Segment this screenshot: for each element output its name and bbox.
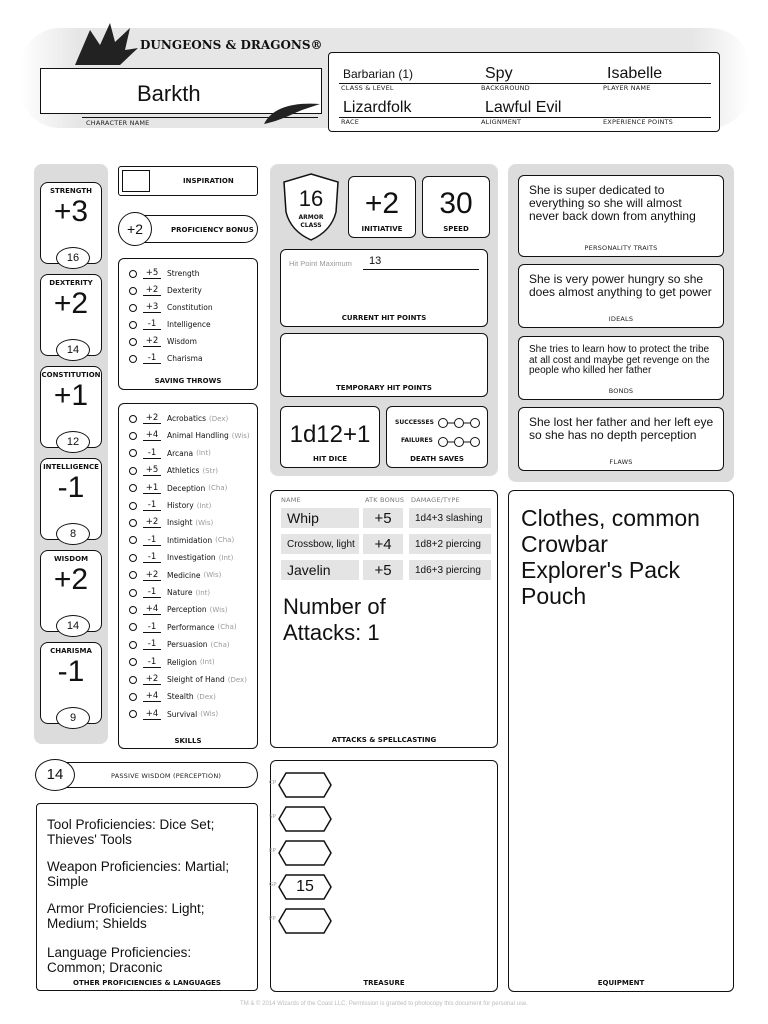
ability-name: DEXTERITY	[49, 279, 93, 287]
save-name: Dexterity	[167, 286, 202, 295]
hp-max-label: Hit Point Maximum	[289, 259, 352, 268]
initiative-label: INITIATIVE	[361, 225, 403, 233]
attack-bonus[interactable]: +4	[363, 534, 403, 554]
armor-class-shield	[280, 172, 342, 242]
proficiency-circle-icon[interactable]	[129, 606, 137, 614]
skill-modifier: +2	[143, 517, 161, 528]
ideals-label: IDEALS	[608, 315, 634, 323]
skill-modifier: +2	[143, 413, 161, 424]
attack-name[interactable]: Crossbow, light	[281, 534, 359, 554]
skill-row[interactable]	[129, 462, 218, 479]
proficiencies-label: OTHER PROFICIENCIES & LANGUAGES	[73, 979, 221, 987]
skill-ability: (Wis)	[209, 605, 228, 614]
save-modifier: -1	[143, 319, 161, 330]
skill-modifier: -1	[143, 657, 161, 668]
skill-modifier: +5	[143, 465, 161, 476]
coin-gp	[269, 874, 332, 900]
proficiency-circle-icon[interactable]	[129, 623, 137, 631]
ability-modifier[interactable]: -1	[57, 655, 85, 688]
bonds-label: BONDS	[608, 387, 634, 395]
hit-dice-value[interactable]: 1d12+1	[289, 421, 371, 448]
attack-name[interactable]: Javelin	[281, 560, 359, 580]
death-saves-box	[386, 406, 488, 468]
ability-name: CHARISMA	[50, 647, 92, 655]
flaws-box[interactable]	[518, 407, 724, 471]
proficiency-circle-icon[interactable]	[129, 710, 137, 718]
skill-row[interactable]	[129, 706, 218, 723]
successes-checkboxes[interactable]	[437, 416, 481, 434]
skill-ability: (Dex)	[227, 675, 247, 684]
skill-modifier: +4	[143, 430, 161, 441]
saving-throw-row[interactable]	[129, 333, 197, 350]
skill-row[interactable]	[129, 549, 233, 566]
skill-name: Nature	[167, 588, 193, 597]
character-name-label: CHARACTER NAME	[86, 119, 150, 127]
attacks-col-damage: DAMAGE/TYPE	[411, 496, 460, 504]
proficiency-circle-icon[interactable]	[129, 304, 137, 312]
dnd-logo: DUNGEONS & DRAGONS®	[140, 38, 323, 52]
skill-row[interactable]	[129, 601, 227, 618]
proficiency-circle-icon[interactable]	[129, 287, 137, 295]
coin-denomination: CP	[269, 780, 277, 786]
skill-ability: (Cha)	[217, 623, 237, 632]
save-name: Charisma	[167, 354, 203, 363]
save-modifier: +5	[143, 268, 161, 279]
ability-modifier[interactable]: -1	[57, 471, 85, 504]
save-modifier: +2	[143, 336, 161, 347]
dragon-logo-icon	[70, 20, 140, 70]
skill-modifier: +4	[143, 691, 161, 702]
skill-modifier: -1	[143, 552, 161, 563]
language-proficiencies[interactable]: Language Proficiencies: Common; Draconic	[47, 945, 192, 975]
proficiency-circle-icon[interactable]	[129, 270, 137, 278]
character-info-panel	[328, 52, 720, 132]
hp-max-line	[363, 269, 479, 270]
personality-traits-label: PERSONALITY TRAITS	[584, 244, 658, 252]
skill-modifier: +2	[143, 674, 161, 685]
saving-throw-row[interactable]	[129, 316, 211, 333]
proficiencies-box	[36, 803, 258, 991]
saving-throws-label: SAVING THROWS	[154, 377, 222, 385]
save-modifier: +2	[143, 285, 161, 296]
ability-score[interactable]: 8	[56, 523, 90, 545]
bonds-box[interactable]	[518, 336, 724, 400]
ideals-text[interactable]: She is very power hungry so she does almost anything to get power	[529, 272, 712, 299]
failures-checkboxes[interactable]	[437, 435, 481, 453]
skill-ability: (Str)	[202, 466, 218, 475]
proficiency-circle-icon[interactable]	[129, 484, 137, 492]
ability-modifier[interactable]: +3	[53, 195, 89, 228]
ability-dexterity	[40, 274, 102, 356]
ability-score[interactable]: 9	[56, 707, 90, 729]
skill-row[interactable]	[129, 567, 221, 584]
proficiency-circle-icon[interactable]	[129, 554, 137, 562]
inspiration-box	[118, 166, 258, 196]
skill-ability: (Wis)	[195, 518, 214, 527]
attack-damage[interactable]: 1d4+3 slashing	[409, 508, 491, 528]
saving-throw-row[interactable]	[129, 350, 203, 367]
skill-name: Animal Handling	[167, 431, 229, 441]
proficiency-circle-icon[interactable]	[129, 467, 137, 475]
successes-label: SUCCESSES	[395, 419, 434, 426]
personality-traits-box[interactable]	[518, 175, 724, 257]
attacks-notes[interactable]: Number of Attacks: 1	[283, 594, 386, 645]
skill-name: Arcana	[167, 448, 194, 458]
treasure-label: TREASURE	[363, 979, 405, 987]
saving-throw-row[interactable]	[129, 282, 202, 299]
class-level-value[interactable]: Barbarian (1)	[343, 67, 414, 81]
player-name-value[interactable]: Isabelle	[607, 65, 663, 82]
skill-ability: (Int)	[195, 588, 211, 597]
proficiency-circle-icon[interactable]	[129, 571, 137, 579]
skill-ability: (Wis)	[200, 710, 219, 719]
skill-name: Religion	[167, 657, 197, 667]
personality-traits-text[interactable]: She is super dedicated to everything so she will almost never back down from anything	[529, 183, 696, 223]
proficiency-circle-icon[interactable]	[129, 589, 137, 597]
ability-modifier[interactable]: +2	[53, 563, 89, 596]
skill-ability: (Int)	[199, 658, 215, 667]
skill-ability: (Int)	[196, 501, 212, 510]
save-modifier: -1	[143, 353, 161, 364]
attacks-col-bonus: ATK BONUS	[365, 496, 405, 504]
race-value[interactable]: Lizardfolk	[343, 99, 412, 116]
skill-row[interactable]	[129, 480, 227, 497]
proficiency-circle-icon[interactable]	[129, 519, 137, 527]
hit-dice-label: HIT DICE	[312, 455, 347, 463]
skill-row[interactable]	[129, 497, 211, 514]
attack-bonus[interactable]: +5	[363, 560, 403, 580]
skill-name: Deception	[167, 483, 206, 493]
skill-ability: (Cha)	[210, 640, 230, 649]
ability-name: CONSTITUTION	[41, 371, 101, 379]
skill-name: Perception	[167, 605, 207, 615]
background-value[interactable]: Spy	[485, 65, 513, 82]
skill-modifier: +2	[143, 570, 161, 581]
speed-label: SPEED	[443, 225, 469, 233]
proficiency-circle-icon[interactable]	[129, 641, 137, 649]
skill-ability: (Cha)	[208, 484, 228, 493]
coin-value[interactable]: 15	[296, 878, 314, 895]
armor-class-value[interactable]: 16	[298, 186, 324, 211]
skill-modifier: -1	[143, 448, 161, 459]
skill-ability: (Wis)	[203, 571, 222, 580]
skill-row[interactable]	[129, 584, 210, 601]
skill-row[interactable]	[129, 532, 234, 549]
skill-row[interactable]	[129, 445, 211, 462]
proficiency-circle-icon[interactable]	[129, 355, 137, 363]
skill-name: Intimidation	[167, 535, 213, 545]
ability-name: STRENGTH	[49, 187, 93, 195]
ability-score[interactable]: 14	[56, 615, 90, 637]
skill-row[interactable]	[129, 688, 216, 705]
proficiency-label: PROFICIENCY BONUS	[171, 226, 254, 234]
ability-charisma	[40, 642, 102, 724]
skill-row[interactable]	[129, 654, 215, 671]
ability-strength	[40, 182, 102, 264]
skill-name: Survival	[167, 709, 198, 719]
ability-wisdom	[40, 550, 102, 632]
ability-name: INTELLIGENCE	[43, 463, 99, 471]
armor-class-label-1: ARMOR	[298, 214, 324, 221]
alignment-label: ALIGNMENT	[481, 118, 522, 126]
background-label: BACKGROUND	[481, 84, 530, 92]
equipment-box	[508, 490, 734, 992]
character-name[interactable]: Barkth	[137, 81, 201, 106]
skill-name: Athletics	[167, 466, 200, 476]
armor-proficiencies[interactable]: Armor Proficiencies: Light; Medium; Shields	[47, 901, 205, 931]
coin-pp	[269, 908, 332, 934]
save-name: Wisdom	[167, 337, 197, 346]
hit-dice-box	[280, 406, 380, 468]
skill-modifier: +1	[143, 483, 161, 494]
ideals-box[interactable]	[518, 264, 724, 328]
proficiency-value[interactable]: +2	[118, 212, 152, 246]
passive-wisdom-label: PASSIVE WISDOM (PERCEPTION)	[111, 772, 222, 780]
skill-name: Insight	[167, 518, 193, 528]
skill-name: Sleight of Hand	[167, 675, 225, 684]
ability-modifier[interactable]: +1	[53, 379, 89, 412]
proficiency-circle-icon[interactable]	[129, 502, 137, 510]
proficiency-box	[118, 215, 258, 243]
inspiration-input[interactable]	[122, 170, 150, 192]
bonds-text[interactable]: She tries to learn how to protect the tribe at all cost and maybe get revenge on the people who killed her father	[529, 344, 710, 376]
flaws-text[interactable]: She lost her father and her left eye so she has no depth perception	[529, 415, 714, 442]
ability-score[interactable]: 16	[56, 247, 90, 269]
skill-ability: (Int)	[218, 553, 234, 562]
temp-hp-label: TEMPORARY HIT POINTS	[336, 384, 432, 392]
equipment-list[interactable]: Clothes, common Crowbar Explorer's Pack Pouch	[521, 505, 700, 609]
armor-class-label-2: CLASS	[300, 222, 322, 229]
flaws-label: FLAWS	[609, 458, 633, 466]
save-modifier: +3	[143, 302, 161, 313]
coin-sp	[269, 806, 332, 832]
class-level-label: CLASS & LEVEL	[341, 84, 394, 92]
inspiration-label: INSPIRATION	[183, 177, 234, 185]
save-name: Constitution	[167, 303, 213, 312]
skill-ability: (Cha)	[215, 536, 235, 545]
failures-label: FAILURES	[401, 437, 433, 444]
proficiency-circle-icon[interactable]	[129, 693, 137, 701]
coin-denomination: GP	[269, 882, 277, 888]
attacks-box	[270, 490, 498, 748]
attacks-label: ATTACKS & SPELLCASTING	[331, 736, 437, 744]
ability-name: WISDOM	[53, 555, 89, 563]
coin-ep	[269, 840, 332, 866]
coin-denomination: SP	[269, 814, 276, 820]
ability-modifier[interactable]: +2	[53, 287, 89, 320]
coin-denomination: EP	[269, 848, 276, 854]
speed-value[interactable]: 30	[439, 187, 473, 220]
skill-modifier: -1	[143, 639, 161, 650]
xp-label: EXPERIENCE POINTS	[603, 118, 674, 126]
skill-name: Acrobatics	[167, 414, 207, 423]
skill-ability: (Dex)	[196, 692, 216, 701]
dragon-tail-icon	[262, 98, 322, 126]
alignment-value[interactable]: Lawful Evil	[485, 99, 562, 116]
skill-name: Investigation	[167, 553, 216, 563]
ability-intelligence	[40, 458, 102, 540]
skill-row[interactable]	[129, 636, 230, 653]
player-name-label: PLAYER NAME	[603, 84, 651, 92]
attack-damage[interactable]: 1d8+2 piercing	[409, 534, 491, 554]
proficiency-circle-icon[interactable]	[129, 449, 137, 457]
skill-row[interactable]	[129, 410, 228, 427]
skill-row[interactable]	[129, 427, 250, 444]
proficiency-circle-icon[interactable]	[129, 676, 137, 684]
temp-hp-box[interactable]	[280, 333, 488, 397]
skill-row[interactable]	[129, 671, 247, 688]
hp-max-value[interactable]: 13	[369, 255, 382, 267]
attack-damage[interactable]: 1d6+3 piercing	[409, 560, 491, 580]
initiative-box	[348, 176, 416, 238]
save-name: Strength	[167, 269, 200, 278]
skill-row[interactable]	[129, 619, 237, 636]
attacks-col-name: NAME	[281, 496, 301, 504]
saving-throw-row[interactable]	[129, 299, 213, 316]
skills-label: SKILLS	[174, 737, 202, 745]
saving-throws-box	[118, 258, 258, 390]
race-label: RACE	[341, 118, 360, 126]
skill-name: Medicine	[167, 570, 201, 580]
proficiency-circle-icon[interactable]	[129, 658, 137, 666]
current-hp-label: CURRENT HIT POINTS	[341, 314, 427, 322]
skill-modifier: +4	[143, 709, 161, 720]
skill-modifier: -1	[143, 535, 161, 546]
passive-wisdom-box	[36, 762, 258, 788]
proficiency-circle-icon[interactable]	[129, 321, 137, 329]
skill-name: History	[167, 501, 194, 510]
skill-modifier: +4	[143, 604, 161, 615]
skill-modifier: -1	[143, 622, 161, 633]
skill-row[interactable]	[129, 514, 213, 531]
current-hp-box[interactable]	[280, 249, 488, 327]
proficiency-circle-icon[interactable]	[129, 432, 137, 440]
proficiency-circle-icon[interactable]	[129, 338, 137, 346]
ability-score[interactable]: 14	[56, 339, 90, 361]
skills-box	[118, 403, 258, 749]
skill-name: Stealth	[167, 692, 194, 702]
coin-denomination: PP	[269, 916, 276, 922]
attack-name[interactable]: Whip	[281, 508, 359, 528]
skill-name: Persuasion	[167, 640, 208, 650]
ability-score[interactable]: 12	[56, 431, 90, 453]
passive-wisdom-value[interactable]: 14	[35, 759, 75, 791]
skill-ability: (Wis)	[231, 431, 250, 440]
weapon-proficiencies[interactable]: Weapon Proficiencies: Martial; Simple	[47, 859, 230, 889]
skill-ability: (Int)	[196, 449, 211, 458]
skill-name: Performance	[167, 622, 215, 632]
proficiency-circle-icon[interactable]	[129, 415, 137, 423]
tool-proficiencies[interactable]: Tool Proficiencies: Dice Set; Thieves' Tools	[47, 817, 215, 847]
skill-modifier: -1	[143, 587, 161, 598]
footer-copyright: TM & © 2014 Wizards of the Coast LLC. Permission is granted to photocopy this document for personal use.	[240, 1001, 528, 1007]
initiative-value[interactable]: +2	[364, 187, 400, 220]
saving-throw-row[interactable]	[129, 265, 199, 282]
equipment-label: EQUIPMENT	[597, 979, 645, 987]
attack-bonus[interactable]: +5	[363, 508, 403, 528]
save-name: Intelligence	[167, 320, 211, 329]
ability-constitution	[40, 366, 102, 448]
skill-ability: (Dex)	[209, 414, 229, 423]
death-saves-label: DEATH SAVES	[410, 455, 464, 463]
skill-modifier: -1	[143, 500, 161, 511]
coin-cp	[269, 772, 332, 798]
speed-box	[422, 176, 490, 238]
proficiency-circle-icon[interactable]	[129, 536, 137, 544]
